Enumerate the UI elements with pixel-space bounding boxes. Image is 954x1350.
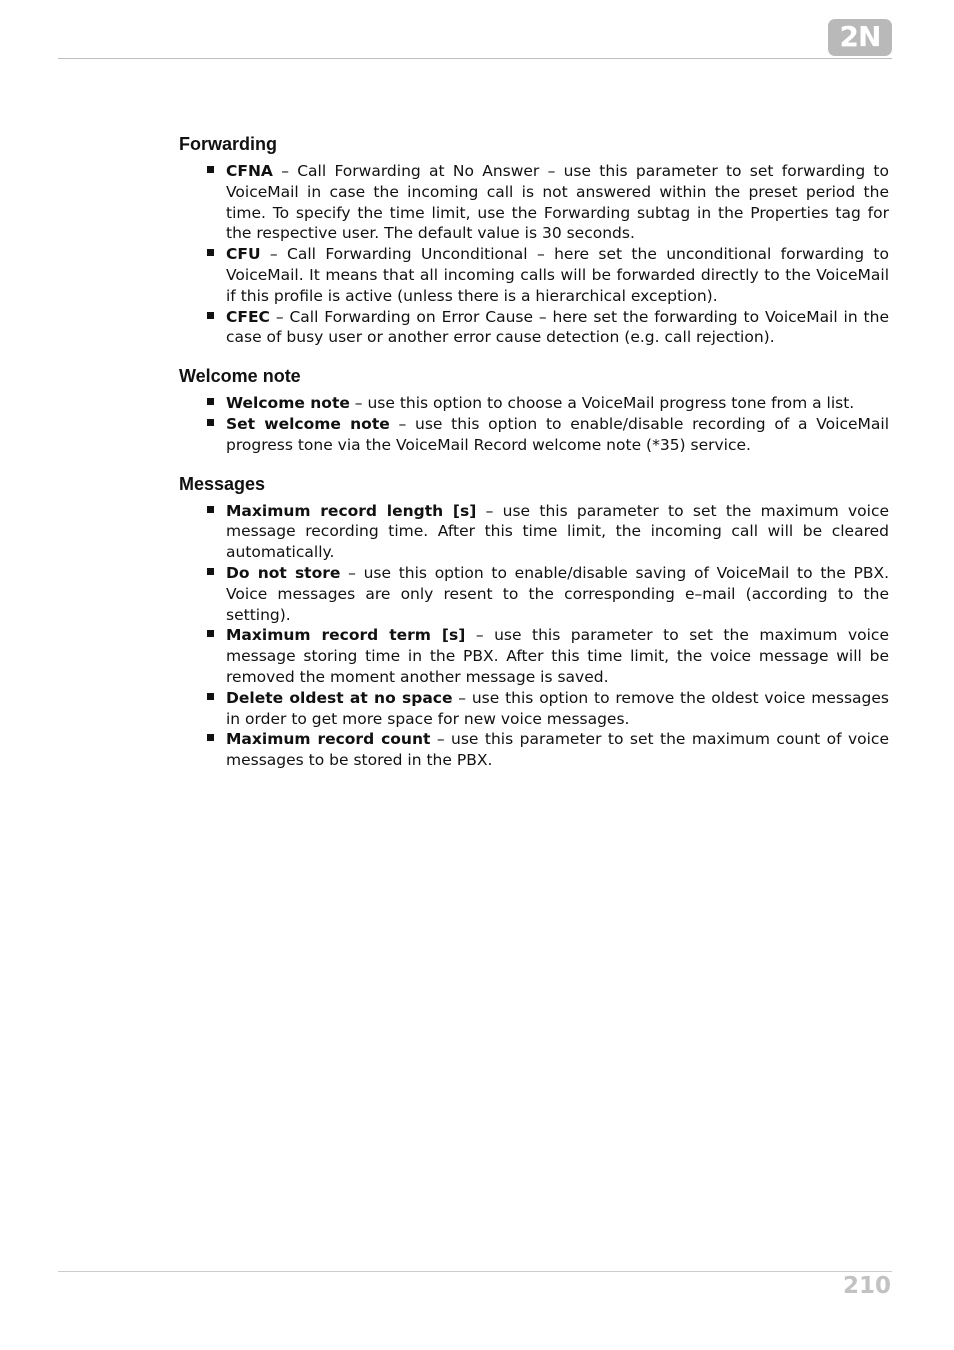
list-item	[226, 307, 889, 349]
item-term: Set welcome note	[226, 414, 390, 433]
footer-divider	[58, 1271, 892, 1272]
item-term: Maximum record length [s]	[226, 501, 477, 520]
item-term: Delete oldest at no space	[226, 688, 453, 707]
section-heading: Welcome note	[179, 366, 301, 387]
bullet-square-icon	[207, 312, 214, 319]
item-description: – Call Forwarding Unconditional – here set the unconditional forwarding to VoiceMail. It means that all incoming calls will be forwarded directly to the VoiceMail if this profile is active (unless there is a hierarchical exception).	[226, 245, 889, 305]
item-description: – use this parameter to set the maximum voice message recording time. After this time limit, the incoming call will be cleared automatically.	[226, 501, 889, 562]
item-term: Welcome note	[226, 394, 350, 413]
brand-logo	[828, 19, 892, 56]
item-term: Do not store	[226, 563, 341, 582]
bullet-square-icon	[207, 398, 214, 405]
item-description: – use this option to enable/disable saving of VoiceMail to the PBX. Voice messages are only resent to the corresponding e–mail (according to the setting).	[226, 563, 889, 624]
bullet-list	[179, 501, 889, 771]
item-term: CFEC	[226, 307, 270, 326]
list-item	[226, 414, 889, 456]
bullet-square-icon	[207, 249, 214, 256]
item-description: – use this option to choose a VoiceMail progress tone from a list.	[349, 394, 855, 413]
section-heading: Forwarding	[179, 134, 277, 154]
item-description: – Call Forwarding at No Answer – use this parameter to set forwarding to VoiceMail in case the incoming call is not answered within the preset period the time. To specify the time limit, use the Forwarding subtag in the Properties tag for the respective user. The default value is 30 seconds.	[226, 162, 889, 243]
item-term: CFU	[226, 245, 261, 264]
item-description: – Call Forwarding on Error Cause – here set the forwarding to VoiceMail in the case of busy user or another error cause detection (e.g. call rejection).	[226, 307, 889, 347]
page-number: 210	[842, 1273, 891, 1299]
bullet-square-icon	[207, 734, 214, 741]
item-description: – use this option to enable/disable recording of a VoiceMail progress tone via the VoiceMail Record welcome note (*35) service.	[226, 414, 890, 454]
bullet-square-icon	[207, 693, 214, 700]
section-messages	[179, 472, 889, 771]
section-forwarding	[179, 132, 889, 348]
list-item	[226, 688, 889, 730]
list-item	[226, 625, 889, 687]
section-welcome-note	[179, 364, 889, 455]
item-description: – use this parameter to set the maximum voice message storing time in the PBX. After this time limit, the voice message will be removed the moment another message is saved.	[226, 626, 889, 686]
main-content	[179, 132, 889, 787]
list-item	[226, 729, 889, 771]
item-description: – use this option to remove the oldest voice messages in order to get more space for new voice messages.	[226, 688, 889, 728]
bullet-square-icon	[207, 166, 214, 173]
bullet-square-icon	[207, 506, 214, 513]
list-item	[226, 161, 889, 244]
brand-logo-text: 2N	[839, 20, 881, 53]
bullet-list	[179, 161, 889, 348]
bullet-list	[179, 393, 889, 455]
item-term: Maximum record count	[226, 730, 431, 749]
list-item	[226, 393, 889, 414]
bullet-square-icon	[207, 419, 214, 426]
bullet-square-icon	[207, 568, 214, 575]
item-term: Maximum record term [s]	[226, 626, 466, 645]
section-heading: Messages	[179, 473, 266, 494]
item-term: CFNA	[226, 162, 273, 180]
header-divider	[58, 58, 892, 59]
bullet-square-icon	[207, 630, 214, 637]
item-description: – use this parameter to set the maximum count of voice messages to be stored in the PBX.	[226, 730, 889, 770]
list-item	[226, 244, 889, 306]
list-item	[226, 501, 889, 563]
list-item	[226, 563, 889, 625]
